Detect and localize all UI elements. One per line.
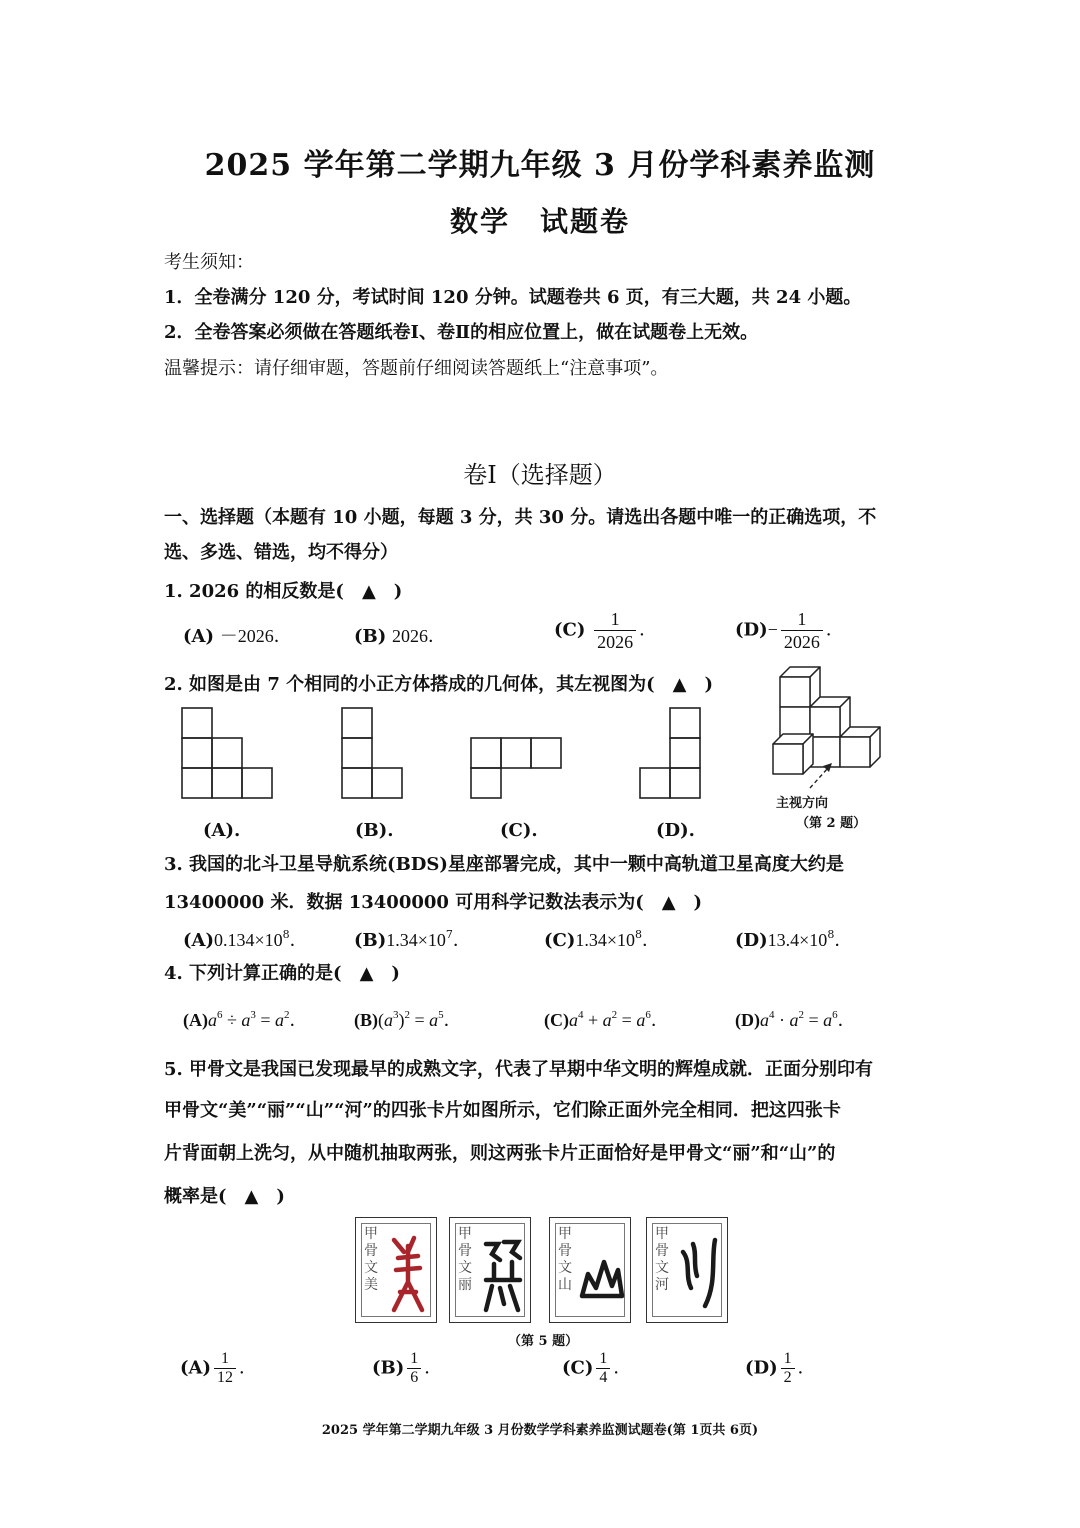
q3-option-a [183, 926, 308, 952]
q5-c-num: 1 [596, 1350, 610, 1369]
q5-card-li [449, 1217, 531, 1323]
notice-heading: 考生须知： [164, 252, 254, 273]
q5-a-den: 12 [217, 1369, 233, 1386]
q4-option-c [544, 1006, 669, 1032]
q4-c-var2: a [602, 1010, 612, 1030]
q4-b-var2: a [429, 1010, 439, 1030]
q4-c-var1: a [569, 1010, 578, 1030]
q5-a-fraction [214, 1350, 236, 1387]
q5-stem-3: 片背面朝上洗匀，从中随机抽取两张，则这两张卡片正面恰好是甲骨文“丽”和“山”的 [164, 1143, 836, 1164]
q2-stem: 2. 如图是由 7 个相同的小正方体搭成的几何体，其左视图为( ▲ ) [164, 674, 713, 695]
q4-c-e3: 6 [645, 1009, 651, 1021]
q1-c-tail: ． [639, 619, 658, 641]
page-footer: 2025 学年第二学期九年级 3 月份数学学科素养监测试题卷(第 1页共 6页) [321, 1423, 759, 1438]
q5-b-tail: ． [424, 1357, 443, 1379]
page-title: 2025 学年第二学期九年级 3 月份学科素养监测 [204, 148, 876, 183]
q4-c-eq: = [617, 1010, 637, 1030]
q4-c-e1: 4 [578, 1009, 584, 1021]
q5-d-num: 1 [781, 1350, 795, 1369]
q3-a-tail: ． [289, 930, 308, 951]
q5-c-tail: ． [613, 1357, 632, 1379]
q5-stem-4: 概率是( ▲ ) [164, 1186, 285, 1207]
q4-b-e2: 2 [404, 1009, 410, 1021]
q4-a-label: (A) [183, 1010, 208, 1030]
q5-b-num: 1 [407, 1350, 421, 1369]
q4-d-tail: ． [837, 1010, 856, 1030]
q1-a-label: (A) [183, 626, 214, 647]
oracle-he-icon [675, 1230, 723, 1316]
q2-solid-figure [768, 664, 892, 794]
part-desc-1: （本题有 10 小题，每题 3 分，共 30 分。请选出各题中唯一的正确选项，不 [254, 507, 877, 528]
q5-d-label: (D) [745, 1357, 778, 1379]
q2-caption: （第 2 题） [796, 816, 867, 831]
q1-a-value: －2026． [219, 626, 292, 646]
q4-c-label: (C) [544, 1010, 569, 1030]
q4-c-tail: ． [650, 1010, 669, 1030]
section-title: 卷Ⅰ（选择题） [463, 461, 617, 489]
q1-option-a [183, 622, 292, 648]
q3-option-d [735, 926, 852, 952]
q3-a-exp: 8 [282, 928, 290, 941]
q5-a-tail: ． [239, 1357, 257, 1379]
q4-c-e2: 2 [611, 1009, 618, 1021]
q4-a-op: ÷ [222, 1010, 242, 1030]
q1-option-b [354, 622, 446, 648]
q2-d-label: (D). [656, 820, 695, 841]
q3-c-exp: 8 [635, 928, 643, 941]
q4-a-var1: a [208, 1010, 217, 1030]
q5-card-shan-label: 甲骨文山 [558, 1226, 572, 1293]
q4-d-e1: 4 [769, 1009, 775, 1021]
q3-b-exp: 7 [445, 928, 453, 941]
q3-c-label: (C) [544, 930, 576, 951]
part-heading [164, 505, 876, 531]
page-subtitle: 数学 试题卷 [449, 205, 630, 238]
q3-a-label: (A) [183, 930, 214, 951]
part-desc-2: 选、多选、错选，均不得分） [164, 542, 398, 563]
q5-c-den: 4 [599, 1369, 608, 1386]
q4-b-var1: a [384, 1010, 393, 1030]
q1-b-label: (B) [354, 626, 387, 647]
q5-d-tail: ． [797, 1357, 816, 1379]
q3-d-exp: 8 [827, 928, 835, 941]
q5-card-li-label: 甲骨文丽 [458, 1226, 472, 1293]
q2-direction-label: 主视方向 [776, 796, 829, 811]
q5-b-den: 6 [410, 1369, 419, 1386]
q1-stem: 1. 2026 的相反数是( ▲ ) [164, 581, 403, 602]
q3-c-tail: ． [642, 930, 661, 951]
q3-option-b [354, 926, 471, 952]
q4-d-op: · [774, 1010, 790, 1030]
q5-a-label: (A) [180, 1357, 211, 1379]
q5-card-mei-label: 甲骨文美 [364, 1226, 378, 1293]
q4-a-var2: a [241, 1010, 251, 1030]
notice-item-1: 1．全卷满分 120 分，考试时间 120 分钟。试题卷共 6 页，有三大题，共 24 小题。 [164, 287, 862, 308]
q4-b-e1: 3 [393, 1009, 399, 1021]
q3-stem-2: 13400000 米．数据 13400000 可用科学记数法表示为( ▲ ) [164, 892, 703, 913]
oracle-shan-icon [578, 1230, 626, 1316]
q5-card-shan [549, 1217, 631, 1323]
q4-c-var3: a [636, 1010, 646, 1030]
q1-option-d [735, 608, 844, 653]
q4-a-e2: 3 [250, 1009, 256, 1021]
q4-b-e3: 5 [438, 1009, 444, 1021]
q5-b-label: (B) [372, 1357, 405, 1379]
q1-option-c [554, 608, 657, 653]
q1-d-sign: − [767, 619, 778, 640]
q3-d-label: (D) [735, 930, 768, 951]
q2-a-label: (A). [203, 820, 241, 841]
q5-a-num: 1 [214, 1350, 236, 1369]
q4-a-eq: = [255, 1010, 276, 1030]
q1-d-fraction [781, 608, 823, 653]
q4-a-tail: ． [289, 1010, 308, 1030]
q4-b-eq: = [410, 1010, 430, 1030]
q4-d-e2: 2 [798, 1009, 804, 1021]
q1-d-den: 2026 [783, 632, 820, 652]
q1-d-label: (D) [735, 619, 768, 641]
q4-c-op: + [583, 1010, 603, 1030]
oracle-li-icon [478, 1230, 526, 1316]
q4-option-b [354, 1006, 462, 1032]
q1-d-tail: ． [825, 619, 844, 641]
q5-c-label: (C) [562, 1357, 594, 1379]
q5-card-mei [355, 1217, 437, 1323]
q5-b-fraction [407, 1350, 421, 1387]
part-label: 一、选择题 [164, 507, 254, 528]
notice-tip: 温馨提示：请仔细审题，答题前仔细阅读答题纸上“注意事项”。 [164, 358, 669, 379]
q4-stem: 4. 下列计算正确的是( ▲ ) [164, 963, 400, 984]
q4-d-var3: a [823, 1010, 833, 1030]
q5-option-b [372, 1350, 442, 1387]
q1-c-label: (C) [554, 619, 586, 641]
q3-stem-1: 3. 我国的北斗卫星导航系统(BDS)星座部署完成，其中一颗中高轨道卫星高度大约是 [164, 854, 844, 875]
q2-option-a-figure [180, 706, 276, 800]
q5-option-d [745, 1350, 816, 1387]
q3-a-base: 0.134×10 [214, 930, 283, 950]
q3-b-label: (B) [354, 930, 387, 951]
q3-option-c [544, 926, 660, 952]
q4-d-eq: = [804, 1010, 824, 1030]
q2-option-b-figure [340, 706, 406, 800]
q1-c-den: 2026 [597, 632, 634, 652]
q4-b-tail: ． [443, 1010, 462, 1030]
q5-option-c [562, 1350, 631, 1387]
q5-stem-2: 甲骨文“美”“丽”“山”“河”的四张卡片如图所示，它们除正面外完全相同．把这四张卡 [164, 1100, 841, 1121]
q3-d-base: 13.4×10 [767, 930, 828, 950]
q4-option-a [183, 1006, 308, 1032]
q5-d-den: 2 [783, 1369, 792, 1386]
q1-b-value: 2026． [391, 626, 446, 646]
q4-d-e3: 6 [832, 1009, 838, 1021]
q2-option-c-figure [469, 736, 565, 800]
q4-b-open: ( [378, 1010, 384, 1030]
q1-c-fraction [594, 608, 636, 653]
q5-c-fraction [596, 1350, 610, 1387]
q5-caption: （第 5 题） [508, 1334, 579, 1349]
q2-option-d-figure [638, 706, 704, 800]
q3-b-base: 1.34×10 [386, 930, 446, 950]
q3-d-tail: ． [834, 930, 853, 951]
q1-c-num: 1 [594, 608, 636, 631]
q4-b-label: (B) [354, 1010, 378, 1030]
q4-d-var2: a [789, 1010, 799, 1030]
q4-b-close: ) [398, 1010, 405, 1030]
q3-b-tail: ． [452, 930, 471, 951]
q4-a-var3: a [275, 1010, 285, 1030]
q5-stem-1: 5. 甲骨文是我国已发现最早的成熟文字，代表了早期中华文明的辉煌成就．正面分别印有 [164, 1059, 874, 1080]
q4-option-d [735, 1006, 856, 1032]
q4-d-var1: a [760, 1010, 769, 1030]
q3-c-base: 1.34×10 [575, 930, 636, 950]
q1-d-num: 1 [781, 608, 823, 631]
q4-a-e3: 2 [284, 1009, 290, 1021]
q5-option-a [180, 1350, 257, 1387]
q5-card-he-label: 甲骨文河 [655, 1226, 669, 1293]
oracle-mei-icon [384, 1230, 432, 1316]
q4-a-e1: 6 [217, 1009, 223, 1021]
notice-item-2: 2．全卷答案必须做在答题纸卷Ⅰ、卷Ⅱ的相应位置上，做在试题卷上无效。 [164, 322, 759, 343]
q2-c-label: (C). [500, 820, 538, 841]
q4-d-label: (D) [735, 1010, 760, 1030]
q5-card-he [646, 1217, 728, 1323]
q5-d-fraction [781, 1350, 795, 1387]
q2-b-label: (B). [355, 820, 394, 841]
